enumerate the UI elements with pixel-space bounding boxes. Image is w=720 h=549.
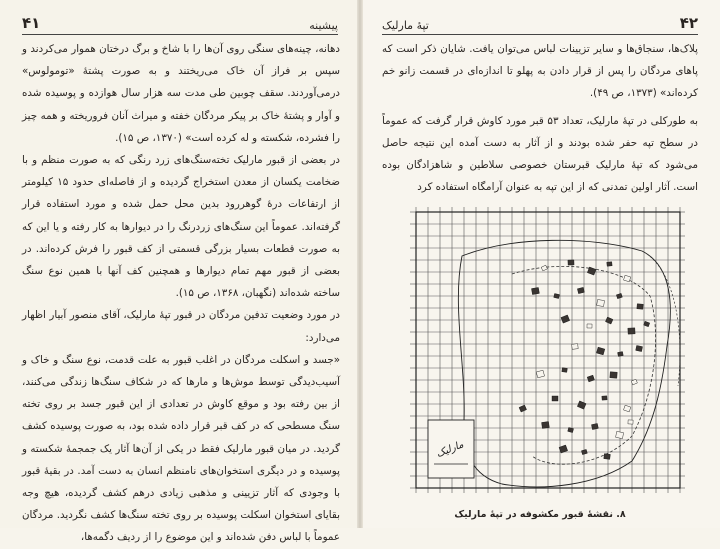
left-paragraph-1: دهانه، چینه‌های سنگی روی آن‌ها را با شاخ و برگ درختان هموار می‌کردند و سپس بر فراز آن خاک می‌ریختند و به صورت پشتهٔ «تومولوس» درمی‌آوردند. سقف چوبین طی مدت سه هزار سال هوازده و پوسیده شده و آوار و پشتهٔ خاک بر پیکر مردگان خفته و میراث آنان فروریخته و همه چیز را فشرده، شکسته و له کرده است» (۱۳۷۰، ص ۱۵). <box>22 43 340 144</box>
grave-marker <box>587 324 592 328</box>
grave-marker <box>591 423 598 429</box>
grave-marker <box>602 396 607 400</box>
excavation-map <box>392 196 692 506</box>
left-body-text <box>22 38 340 549</box>
grave-marker <box>607 262 612 267</box>
right-top-paragraph <box>382 38 698 105</box>
grave-marker <box>597 299 605 306</box>
left-header-title: پیشینه <box>309 19 338 32</box>
grave-marker <box>636 345 643 351</box>
grave-marker <box>616 431 624 438</box>
grave-marker <box>554 294 560 299</box>
right-running-head <box>382 12 698 35</box>
right-page <box>360 0 720 528</box>
grave-marker <box>531 287 539 294</box>
grave-marker <box>628 328 635 334</box>
left-paragraph-2: در بعضی از قبور مارلیک تخته‌سنگ‌های زرد رنگی که به صورت منظم و با ضخامت یکسان از معدن استخراج گردیده و از فاصله‌ای حدود ۱۵ کیلومتر از ارتفاعات درهٔ گوهررود بدین محل حمل شده و مورد استفاده قرار گرفته‌اند. عموماً این سنگ‌های زردرنگ را در دیوارها به کار رفته و یا این که به صورت قطعات بسیار بزرگی قسمتی از کف قبور را فرش کرده‌اند. در بعضی از قبور مهم تمام دیوارها و همچنین کف آنها با همین نوع سنگ ساخته شده‌اند (نگهبان، ۱۳۶۸، ص ۱۵). <box>22 154 341 300</box>
right-header-title: تپهٔ مارلیک <box>382 19 429 32</box>
left-paragraph-4: «جسد و اسکلت مردگان در اغلب قبور به علت قدمت، نوع سنگ و خاک و آسیب‌دیدگی توسط موش‌ها و مارها که در شکاف سنگ‌ها زندگی می‌کنند، از بین رفته بود و موقع کاوش در تعدادی از این قبور جسد بر روی تخته سنگ مسطحی که در کف قبر قرار داده شده بود، به صورت پوسیده کشف گردید. در میان قبور مارلیک فقط در یکی از آن‌ها آثار یک جمجمهٔ شکسته و پوسیده و در دیگری استخوان‌های نامنظم انسان به دست آمد. در بقیهٔ قبور با وجودی که آثار تزیینی و مذهبی زیادی درهم کشف گردیده، هیچ وجه بقایای استخوان اسکلت پوسیده بر روی تخته سنگ‌ها کشف نگردید. مردگان عموماً با لباس دفن شده‌اند و این موضوع را از ردیف دگمه‌ها، <box>22 353 340 544</box>
grave-marker <box>610 372 617 378</box>
left-running-head <box>22 12 338 35</box>
map-stamp <box>428 420 474 478</box>
grave-marker <box>637 304 643 310</box>
grave-marker <box>572 344 579 350</box>
grave-marker <box>568 260 574 265</box>
right-mid-paragraph-text: به طورکلی در تپهٔ مارلیک، تعداد ۵۳ قبر مورد کاوش قرار گرفت که عموماً در سطح تپه حفر شده بودند و از آثار به دست آمده این نتیجه حاصل می‌شود که تپهٔ مارلیک قبرستان خصوصی سلاطین و شاهزادگان بوده است. آثار اولین تمدنی که از این تپه به عنوان آرامگاه استفاده کرد <box>382 115 698 193</box>
grave-marker <box>562 368 568 373</box>
map-stamp-label: مارلیک <box>434 439 466 461</box>
map-caption: ۸. نقشهٔ قبور مکشوفه در تپهٔ مارلیک <box>454 509 626 520</box>
grave-marker <box>542 422 550 429</box>
grave-marker <box>552 396 558 401</box>
book-gutter <box>357 0 363 528</box>
right-page-number: ۴۲ <box>679 14 698 32</box>
right-top-paragraph-text: پلاک‌ها، سنجاق‌ها و سایر تزیینات لباس می‌توان یافت. شایان ذکر است که پاهای مردگان را پس از قرار دادن به پهلو تا اندازه‌ای در قسمت زانو خم کرده‌اند» (۱۳۷۳، ص ۴۹). <box>382 43 698 100</box>
right-mid-paragraph <box>382 110 698 198</box>
grave-marker <box>628 420 633 424</box>
left-page <box>0 0 360 544</box>
grave-marker <box>618 352 624 357</box>
left-page-number: ۴۱ <box>22 14 41 32</box>
left-paragraph-3: در مورد وضعیت تدفین مردگان در قبور تپهٔ مارلیک، آقای منصور آبیار اظهار می‌دارد: <box>22 309 340 344</box>
grave-marker <box>604 454 611 460</box>
